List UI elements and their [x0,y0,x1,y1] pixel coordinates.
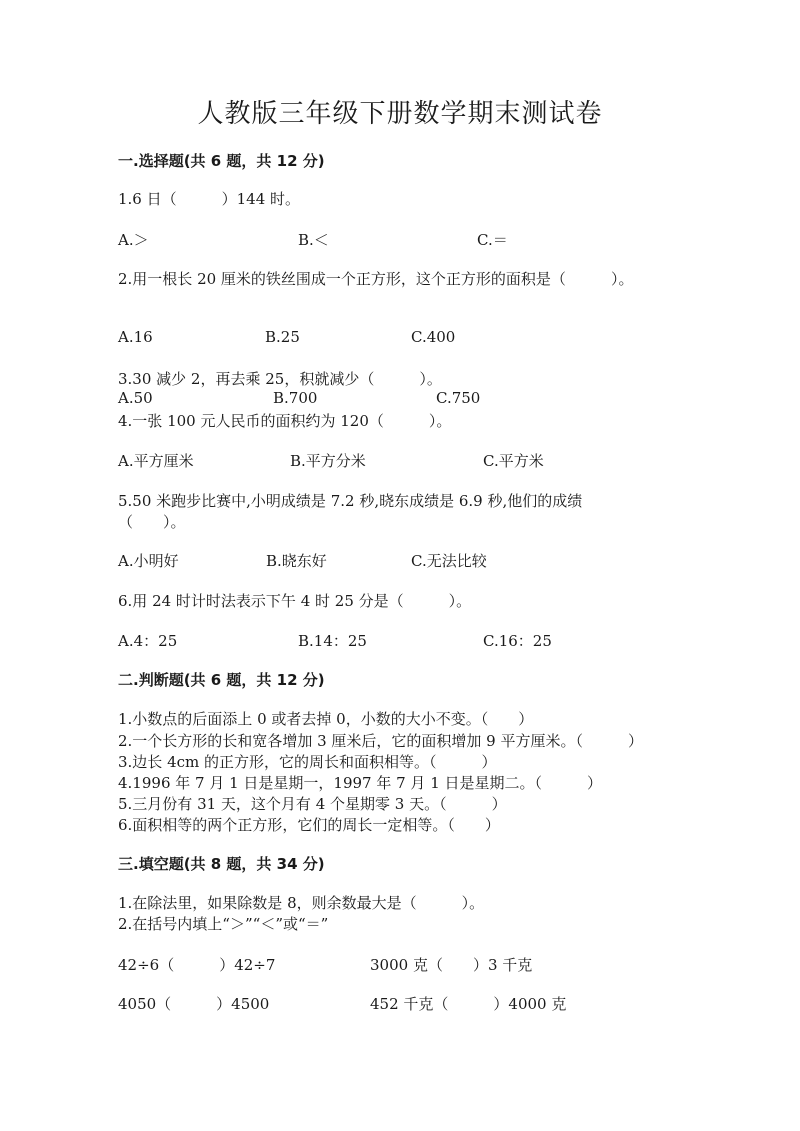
page-title: 人教版三年级下册数学期末测试卷 [197,99,603,129]
option-c: C.＝ [477,231,508,249]
section-heading-choice: 一.选择题(共 6 题，共 12 分) [118,152,325,170]
option-b: B.＜ [298,231,329,249]
compare-expression: 3000 克（ ）3 千克 [370,956,533,974]
option-a: A.16 [118,328,153,346]
judgement-item: 5.三月份有 31 天，这个月有 4 个星期零 3 天。（ ） [118,795,507,813]
compare-expression: 42÷6（ ）42÷7 [118,956,276,974]
option-c: C.平方米 [483,452,544,470]
judgement-item: 1.小数点的后面添上 0 或者去掉 0，小数的大小不变。（ ） [118,710,534,728]
option-c: C.400 [411,328,456,346]
fill-item: 1.在除法里，如果除数是 8，则余数最大是（ ）。 [118,894,485,912]
option-a: A.小明好 [118,552,179,570]
option-c: C.16：25 [483,632,552,650]
section-heading-judgement: 二.判断题(共 6 题，共 12 分) [118,671,325,689]
option-a: A.＞ [118,231,149,249]
option-c: C.750 [436,389,481,407]
option-a: A.4：25 [118,632,178,650]
option-b: B.平方分米 [290,452,366,470]
option-b: B.25 [265,328,300,346]
option-b: B.晓东好 [266,552,327,570]
question-stem: 3.30 减少 2，再去乘 25，积就减少（ ）。 [118,370,442,388]
option-a: A.平方厘米 [118,452,194,470]
judgement-item: 4.1996 年 7 月 1 日是星期一，1997 年 7 月 1 日是星期二。（ ） [118,774,603,792]
judgement-item: 2.一个长方形的长和宽各增加 3 厘米后，它的面积增加 9 平方厘米。（ ） [118,732,643,750]
section-heading-fill: 三.填空题(共 8 题，共 34 分) [118,855,325,873]
judgement-item: 3.边长 4cm 的正方形，它的周长和面积相等。（ ） [118,753,497,771]
question-stem: 5.50 米跑步比赛中,小明成绩是 7.2 秒,晓东成绩是 6.9 秒,他们的成绩 [118,492,583,510]
compare-expression: 452 千克（ ）4000 克 [370,995,567,1013]
judgement-item: 6.面积相等的两个正方形，它们的周长一定相等。（ ） [118,816,500,834]
compare-expression: 4050（ ）4500 [118,995,270,1013]
option-a: A.50 [118,389,153,407]
question-stem: 6.用 24 时计时法表示下午 4 时 25 分是（ ）。 [118,592,472,610]
question-stem-continued: （ ）。 [118,513,186,531]
question-stem: 2.用一根长 20 厘米的铁丝围成一个正方形，这个正方形的面积是（ ）。 [118,270,634,288]
option-c: C.无法比较 [411,552,487,570]
question-stem: 4.一张 100 元人民币的面积约为 120（ ）。 [118,412,452,430]
option-b: B.700 [273,389,318,407]
option-b: B.14：25 [298,632,367,650]
fill-item: 2.在括号内填上“＞”“＜”或“＝” [118,915,329,933]
question-stem: 1.6 日（ ）144 时。 [118,190,301,208]
